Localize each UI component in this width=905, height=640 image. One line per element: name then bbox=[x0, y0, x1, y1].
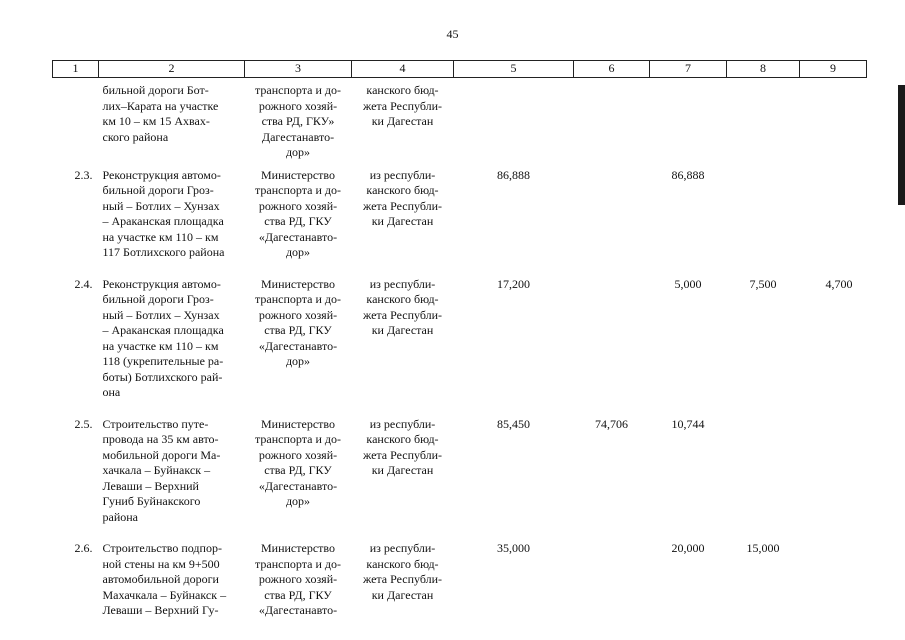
text-line: «Дагестанавто- bbox=[258, 229, 338, 244]
text-line: жета Республи- bbox=[362, 198, 443, 213]
text-line: из республи- bbox=[369, 541, 436, 555]
column-header-4: 4 bbox=[352, 61, 454, 78]
text-line: из республи- bbox=[369, 416, 436, 431]
program-table bbox=[52, 60, 867, 635]
executor bbox=[245, 541, 352, 635]
amount-col7: 5,000 bbox=[674, 276, 702, 291]
executor bbox=[245, 78, 352, 168]
amount-col9: 4,700 bbox=[825, 276, 853, 291]
column-header-8: 8 bbox=[727, 61, 800, 78]
executor bbox=[245, 417, 352, 542]
amount-col9 bbox=[800, 168, 867, 277]
column-header-2: 2 bbox=[99, 61, 245, 78]
row-number: 2.4. bbox=[74, 276, 93, 291]
amount-col9 bbox=[800, 541, 867, 635]
text-line: жета Республи- bbox=[362, 307, 443, 322]
text-line: ной стены на км 9+500 bbox=[102, 556, 220, 571]
text-line: жета Республи- bbox=[362, 98, 443, 113]
text-line: Строительство путе- bbox=[102, 416, 209, 431]
text-line: ства РД, ГКУ bbox=[264, 214, 332, 228]
text-line: транспорта и до- bbox=[255, 183, 341, 197]
column-header-7: 7 bbox=[650, 61, 727, 78]
funding-source bbox=[352, 277, 454, 417]
text-line: ства РД, ГКУ» bbox=[261, 114, 335, 128]
amount-col6 bbox=[574, 541, 650, 635]
text-line: Министерство bbox=[261, 416, 335, 431]
text-line: ки Дагестан bbox=[371, 463, 434, 477]
text-line: 117 Ботлихского района bbox=[102, 245, 225, 259]
text-line: ный – Ботлих – Хунзах bbox=[102, 307, 220, 322]
text-line: мобильной дороги Ма- bbox=[102, 447, 221, 462]
text-line: «Дагестанавто- bbox=[258, 338, 338, 353]
text-line: ки Дагестан bbox=[371, 587, 434, 602]
row-number bbox=[53, 78, 99, 168]
column-header-1: 1 bbox=[53, 61, 99, 78]
measure-name bbox=[99, 168, 245, 277]
page-number: 45 bbox=[446, 27, 459, 41]
amount-col6 bbox=[574, 168, 650, 277]
amount-total: 35,000 bbox=[497, 541, 530, 555]
funding-source bbox=[352, 417, 454, 542]
text-line: ки Дагестан bbox=[371, 114, 434, 128]
text-line: Строительство подпор- bbox=[102, 541, 222, 555]
text-line: канского бюд- bbox=[366, 183, 439, 197]
text-line: ства РД, ГКУ bbox=[264, 587, 332, 602]
text-line: дор» bbox=[285, 354, 311, 368]
amount-total: 85,450 bbox=[497, 416, 530, 431]
amount-col9 bbox=[800, 78, 867, 168]
text-line: Реконструкция автомо- bbox=[102, 276, 221, 291]
text-line: канского бюд- bbox=[366, 292, 439, 306]
table-row bbox=[53, 417, 867, 542]
text-line: бильной дороги Гроз- bbox=[102, 292, 214, 306]
measure-name bbox=[99, 541, 245, 635]
row-number: 2.3. bbox=[74, 167, 93, 182]
amount-col6: 74,706 bbox=[595, 416, 628, 431]
text-line: транспорта и до- bbox=[255, 83, 341, 97]
measure-name bbox=[99, 417, 245, 542]
amount-total: 17,200 bbox=[497, 276, 530, 291]
text-line: на участке км 110 – км bbox=[102, 338, 219, 353]
funding-source bbox=[352, 168, 454, 277]
text-line: Дагестанавто- bbox=[261, 129, 335, 144]
text-line: Министерство bbox=[261, 167, 335, 182]
funding-source bbox=[352, 541, 454, 635]
column-header-3: 3 bbox=[245, 61, 352, 78]
text-line: – Араканская площадка bbox=[102, 323, 224, 337]
text-line: км 10 – км 15 Ахвах- bbox=[102, 114, 210, 128]
executor bbox=[245, 168, 352, 277]
text-line: бильной дороги Бот- bbox=[102, 83, 209, 97]
text-line: ки Дагестан bbox=[371, 323, 434, 337]
amount-col8 bbox=[727, 78, 800, 168]
text-line: ный – Ботлих – Хунзах bbox=[102, 198, 220, 213]
text-line: Гуниб Буйнакского bbox=[102, 494, 201, 508]
text-line: Министерство bbox=[261, 541, 335, 555]
amount-col8 bbox=[727, 417, 800, 542]
text-line: канского бюд- bbox=[366, 556, 439, 571]
amount-col7 bbox=[650, 78, 727, 168]
table-row bbox=[53, 541, 867, 635]
text-line: ки Дагестан bbox=[371, 214, 434, 228]
text-line: Махачкала – Буйнакск – bbox=[102, 587, 227, 602]
text-line: провода на 35 км авто- bbox=[102, 432, 219, 446]
text-line: жета Республи- bbox=[362, 572, 443, 586]
amount-col6 bbox=[574, 78, 650, 168]
text-line: из республи- bbox=[369, 167, 436, 182]
text-line: «Дагестанавто- bbox=[258, 603, 338, 617]
amount-col6 bbox=[574, 277, 650, 417]
text-line: транспорта и до- bbox=[255, 292, 341, 306]
text-line: Леваши – Верхний Гу- bbox=[102, 603, 219, 617]
text-line: боты) Ботлихского рай- bbox=[102, 369, 223, 384]
text-line: транспорта и до- bbox=[255, 556, 341, 571]
table-row bbox=[53, 277, 867, 417]
column-header-6: 6 bbox=[574, 61, 650, 78]
text-line: ства РД, ГКУ bbox=[264, 323, 332, 337]
column-header-9: 9 bbox=[800, 61, 867, 78]
text-line: 118 (укрепительные ра- bbox=[102, 354, 224, 368]
amount-col9 bbox=[800, 417, 867, 542]
text-line: дор» bbox=[285, 245, 311, 259]
table-row bbox=[53, 78, 867, 168]
amount-col7: 20,000 bbox=[671, 541, 705, 555]
amount-col7: 86,888 bbox=[671, 167, 705, 182]
table-row bbox=[53, 168, 867, 277]
amount-col8: 7,500 bbox=[749, 276, 777, 291]
text-line: транспорта и до- bbox=[255, 432, 341, 446]
text-line: ского района bbox=[102, 129, 169, 144]
text-line: Леваши – Верхний bbox=[102, 478, 199, 493]
text-line: хачкала – Буйнакск – bbox=[102, 463, 211, 477]
text-line: дор» bbox=[285, 494, 311, 508]
text-line: рожного хозяй- bbox=[258, 572, 338, 586]
measure-name bbox=[99, 78, 245, 168]
text-line: рожного хозяй- bbox=[258, 447, 338, 462]
text-line: жета Республи- bbox=[362, 447, 443, 462]
row-number: 2.6. bbox=[74, 541, 93, 555]
measure-name bbox=[99, 277, 245, 417]
text-line: из республи- bbox=[369, 276, 436, 291]
funding-source bbox=[352, 78, 454, 168]
amount-col7: 10,744 bbox=[671, 416, 705, 431]
amount-total bbox=[454, 78, 574, 168]
header-row bbox=[53, 61, 867, 78]
amount-total: 86,888 bbox=[497, 167, 530, 182]
text-line: на участке км 110 – км bbox=[102, 229, 219, 244]
text-line: канского бюд- bbox=[366, 432, 439, 446]
text-line: канского бюд- bbox=[366, 83, 439, 97]
text-line: Министерство bbox=[261, 276, 335, 291]
amount-col8: 15,000 bbox=[746, 541, 780, 555]
text-line: автомобильной дороги bbox=[102, 572, 219, 586]
column-header-5: 5 bbox=[454, 61, 574, 78]
scan-edge-mark bbox=[898, 85, 905, 205]
executor bbox=[245, 277, 352, 417]
text-line: «Дагестанавто- bbox=[258, 478, 338, 493]
text-line: лих–Карата на участке bbox=[102, 98, 219, 113]
text-line: рожного хозяй- bbox=[258, 307, 338, 322]
text-line: дор» bbox=[285, 145, 311, 159]
text-line: рожного хозяй- bbox=[258, 98, 338, 113]
text-line: она bbox=[102, 385, 121, 399]
row-number: 2.5. bbox=[74, 416, 93, 431]
text-line: рожного хозяй- bbox=[258, 198, 338, 213]
text-line: – Араканская площадка bbox=[102, 214, 224, 228]
text-line: района bbox=[102, 509, 138, 524]
text-line: ства РД, ГКУ bbox=[264, 463, 332, 477]
text-line: бильной дороги Гроз- bbox=[102, 183, 214, 197]
text-line: Реконструкция автомо- bbox=[102, 167, 221, 182]
amount-col8 bbox=[727, 168, 800, 277]
